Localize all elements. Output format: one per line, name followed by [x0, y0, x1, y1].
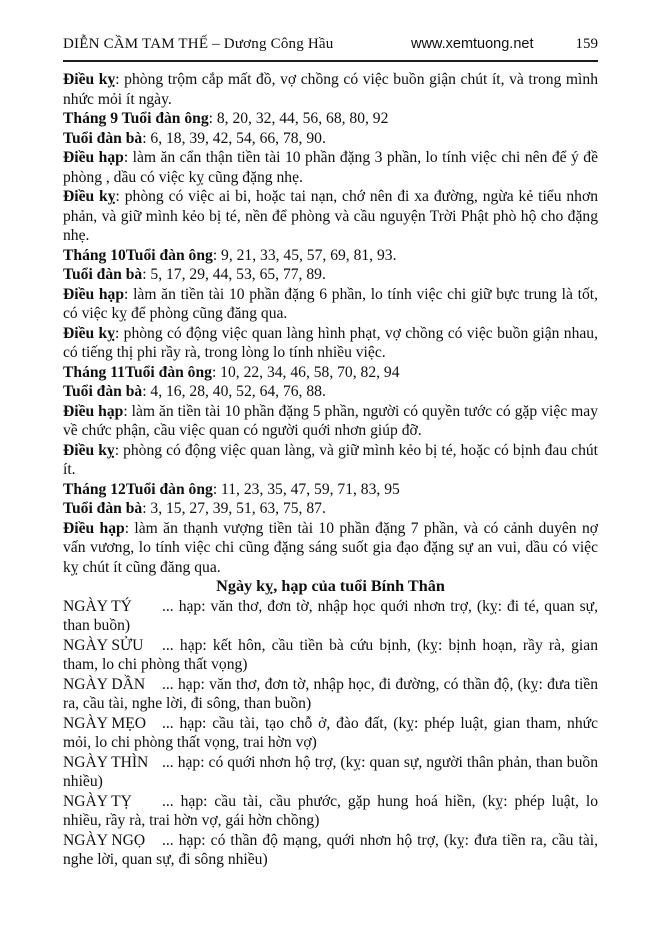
- paragraph-label: Điều kỵ: [63, 324, 115, 342]
- day-name: NGÀY NGỌ: [63, 831, 146, 849]
- day-text: ... hạp: văn thơ, đơn tờ, nhập học quới nhơn trợ, (kỵ: đi té, quan sự, than buồn): [63, 597, 598, 634]
- dieu-hap-paragraph: [63, 148, 598, 187]
- paragraph-label: Điều hạp: [63, 149, 124, 166]
- day-text: ... hạp: có thần độ mạng, quới nhơn hộ trợ, (kỵ: đưa tiền ra, cầu tài, nghe lời, quan sự, đi sông nhiều): [63, 831, 598, 868]
- paragraph-label: Điều hạp: [63, 402, 124, 420]
- female-label: Tuổi đàn bà: [63, 266, 143, 283]
- day-line: [63, 597, 598, 636]
- day-line: [63, 792, 598, 831]
- day-name: NGÀY TỴ: [63, 792, 132, 810]
- male-ages: : 11, 23, 35, 47, 59, 71, 83, 95: [212, 480, 400, 498]
- day-line: [63, 675, 598, 714]
- female-age-line: [63, 499, 598, 519]
- female-ages: : 5, 17, 29, 44, 53, 65, 77, 89.: [142, 266, 326, 283]
- paragraph-text: : phòng có việc ai bi, hoặc tai nạn, chớ nên đi xa đường, ngừa kẻ tiểu nhơn phản, và giữ mình kẻo bị té, nền để phòng và cầu nguyện Trời Phật phò hộ cho đặng nhẹ.: [63, 188, 599, 244]
- paragraph-text: : làm ăn tiền tài 10 phần đặng 6 phần, lo tính việc chi giữ bực trung là tốt, có việc kỵ để phòng cũng đăng qua.: [63, 285, 598, 322]
- dieu-ky-paragraph: [63, 324, 598, 363]
- day-line: [63, 831, 598, 870]
- page-header: [0, 0, 661, 53]
- paragraph-label: Điều kỵ: [63, 71, 116, 88]
- month-label: Tháng 10Tuổi đàn ông: [63, 246, 213, 264]
- dieu-ky-paragraph: [63, 441, 598, 480]
- female-ages: : 6, 18, 39, 42, 54, 66, 78, 90.: [142, 129, 326, 147]
- day-name: NGÀY SỬU: [63, 636, 144, 654]
- month-male-age-line: [63, 480, 598, 500]
- dieu-ky-paragraph: [63, 187, 598, 246]
- month-male-age-line: [63, 109, 598, 129]
- page-body: [0, 70, 661, 870]
- day-name: NGÀY TÝ: [63, 597, 132, 615]
- paragraph-text: : làm ăn cẩn thận tiền tài 10 phần đặng 3 phần, lo tính việc chi nên để ý đề phòng , dầu có việc kỵ cũng đặng nhẹ.: [63, 149, 599, 186]
- website-url: www.xemtuong.net: [410, 36, 534, 52]
- day-text: ... hạp: cầu tài, tạo chỗ ở, đào đất, (kỵ: phép luật, gian tham, nhức mỏi, lo chi phòng thất vọng, trai hờn vợ): [63, 714, 598, 751]
- paragraph-label: Điều kỵ: [63, 188, 116, 205]
- paragraph-text: : phòng có động việc quan làng, và giữ mình kẻo bị té, hoặc có bịnh đau chút ít.: [63, 441, 598, 478]
- header-right: [411, 36, 598, 53]
- month-label: Tháng 11Tuổi đàn ông: [63, 363, 212, 381]
- male-ages: : 10, 22, 34, 46, 58, 70, 82, 94: [211, 363, 400, 381]
- book-title: DIỄN CẦM TAM THẾ – Dương Công Hầu: [63, 36, 334, 52]
- female-age-line: [63, 129, 598, 149]
- day-name: NGÀY MẸO: [63, 714, 147, 732]
- month-male-age-line: [63, 363, 598, 383]
- paragraph-label: Điều hạp: [63, 519, 125, 537]
- paragraph-label: Điều kỵ: [63, 441, 115, 459]
- female-ages: : 3, 15, 27, 39, 51, 63, 75, 87.: [142, 500, 326, 517]
- month-label: Tháng 12Tuổi đàn ông: [63, 480, 213, 498]
- dieu-ky-paragraph: [63, 70, 598, 109]
- month-label: Tháng 9 Tuổi đàn ông: [63, 110, 209, 127]
- paragraph-text: : làm ăn thạnh vượng tiền tài 10 phần đặng 7 phần, và có cảnh duyên nợ vấn vương, lo tính việc chi cũng đặng sáng suốt gia đạo đặng sự an vui, dầu có việc kỵ chút ít cũng đăng qua.: [63, 519, 598, 576]
- page-number: 159: [575, 36, 598, 52]
- day-text: ... hạp: cầu tài, cầu phước, gặp hung hoá hiền, (kỵ: phép luật, lo nhiều, rầy rà, trai hờn vợ, gái hờn chồng): [63, 792, 598, 829]
- paragraph-text: : phòng trộm cắp mất đồ, vợ chồng có việc buồn giận chút ít, và trong mình nhức mỏi ít ngày.: [63, 71, 598, 108]
- header-divider: [63, 60, 598, 62]
- female-label: Tuổi đàn bà: [63, 500, 143, 517]
- day-line: [63, 753, 598, 792]
- day-text: ... hạp: có quới nhơn hộ trợ, (kỵ: quan sự, người thân phản, than buồn nhiều): [63, 753, 598, 790]
- month-male-age-line: [63, 246, 598, 266]
- paragraph-label: Điều hạp: [63, 285, 125, 303]
- day-text: ... hạp: kết hôn, cầu tiền bà cứu bịnh, (kỵ: bịnh hoạn, rầy rà, gian tham, lo chi phòng thất vọng): [63, 636, 598, 673]
- female-ages: : 4, 16, 28, 40, 52, 64, 76, 88.: [142, 383, 326, 400]
- day-line: [63, 636, 598, 675]
- paragraph-text: : làm ăn tiền tài 10 phần đặng 5 phần, người có quyền tước có gặp việc may về chức phận, cầu việc quan có người quới nhơn giúp đỡ.: [63, 402, 598, 439]
- dieu-hap-paragraph: [63, 402, 598, 441]
- male-ages: : 8, 20, 32, 44, 56, 68, 80, 92: [208, 110, 389, 127]
- day-line: [63, 714, 598, 753]
- day-name: NGÀY DẦN: [63, 675, 146, 693]
- day-text: ... hạp: văn thơ, đơn tờ, nhập học, đi đường, có thần độ, (kỵ: đưa tiền ra, cầu tài, nghe lời, đi sông, than buồn): [63, 675, 598, 712]
- female-label: Tuổi đàn bà: [63, 383, 143, 400]
- female-age-line: [63, 382, 598, 402]
- day-name: NGÀY THÌN: [63, 753, 149, 771]
- section-heading: Ngày kỵ, hạp của tuổi Bính Thân: [216, 577, 445, 595]
- female-label: Tuổi đàn bà: [63, 129, 143, 147]
- male-ages: : 9, 21, 33, 45, 57, 69, 81, 93.: [212, 246, 397, 264]
- dieu-hap-paragraph: [63, 519, 598, 578]
- dieu-hap-paragraph: [63, 285, 598, 324]
- paragraph-text: : phòng có động việc quan làng hình phạt, vợ chồng có việc buồn giận nhau, có tiếng thị phi rầy rà, trong lòng lo tính nhiều việc.: [63, 324, 598, 361]
- female-age-line: [63, 265, 598, 285]
